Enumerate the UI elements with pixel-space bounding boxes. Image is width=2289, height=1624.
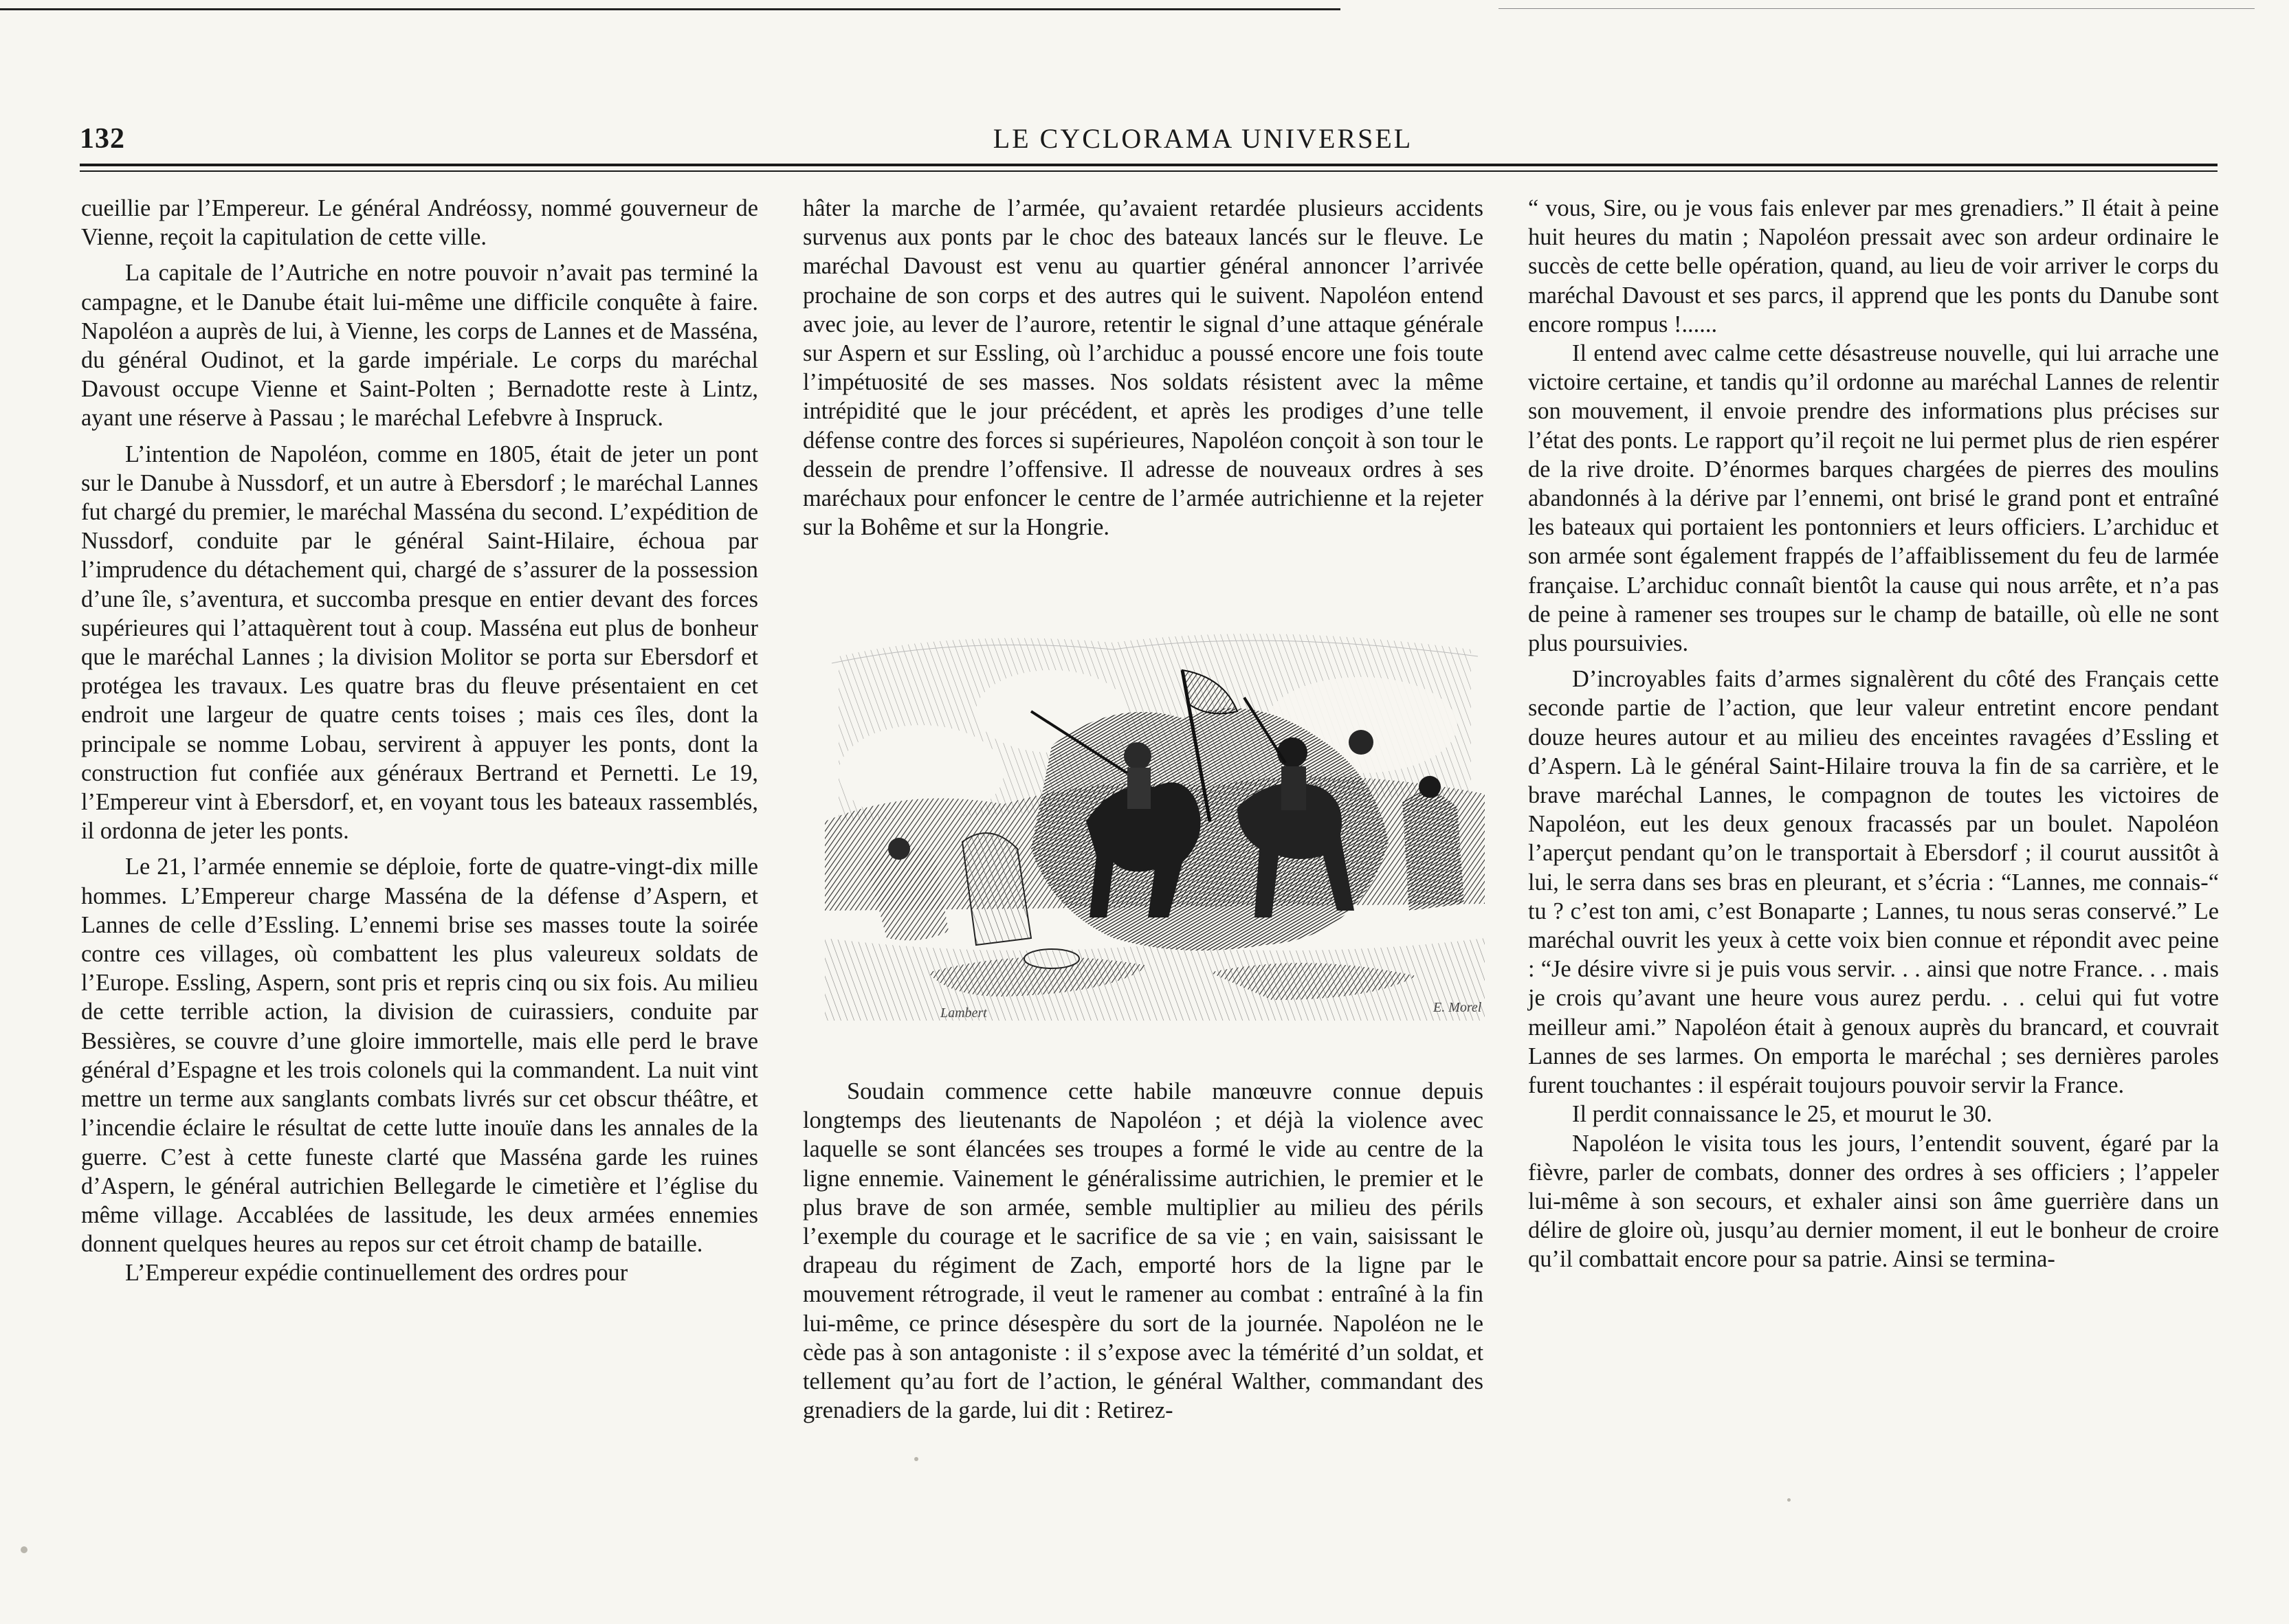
paper-speck [1787, 1498, 1791, 1502]
page-number: 132 [80, 123, 125, 155]
text-column-2-bottom [803, 1077, 1483, 1425]
engraver-signature: Lambert [940, 1005, 987, 1021]
paragraph: L’intention de Napoléon, comme en 1805, était de jeter un pont sur le Danube à Nussdorf, et un autre à Ebersdorf ; le maréchal Lannes fut chargé du premier, le maréchal Masséna du second. L’expédition de Nussdorf, conduite par le général Saint-Hilaire, échoua par l’imprudence du détachement qui, chargé de s’assurer de la possession d’une île, s’aventura, et succomba presque en entier devant des forces supérieures qui l’attaquèrent tout à coup. Masséna eut plus de bonheur que le maréchal Lannes ; la division Molitor se porta sur Ebersdorf et protégea les travaux. Les quatre bras du fleuve présentaient en cet endroit une largeur de quatre cents toises ; mais ces îles, dont la principale se nomme Lobau, servirent à appuyer les ponts, dont la construction fut confiée aux généraux Bertrand et Pernetti. Le 19, l’Empereur vint à Ebersdorf, et, en voyant tous les bateaux rassemblés, il ordonna de jeter les ponts. [81, 441, 758, 845]
paragraph: La capitale de l’Autriche en notre pouvoir n’avait pas terminé la campagne, et le Danube était lui-même une difficile conquête à faire. Napoléon a auprès de lui, à Vienne, les corps de Lannes et de Masséna, du général Oudinot, et la garde impériale. Le corps du maréchal Davoust occupe Vienne et Saint-Polten ; Bernadotte reste à Lintz, ayant une réserve à Passau ; le maréchal Lefebvre à Inspruck. [81, 260, 758, 432]
running-head: LE CYCLORAMA UNIVERSEL [993, 123, 1413, 154]
header-rule-thick [80, 164, 2218, 166]
paper-speck [21, 1546, 27, 1553]
paragraph: hâter la marche de l’armée, qu’avaient retardée plusieurs accidents survenus aux ponts par le choc des bateaux lancés sur le fleuve. Le maréchal Davoust est venu au quartier général annoncer l’arrivée prochaine de son corps et des autres qui le suivent. Napoléon entend avec joie, au lever de l’aurore, retentir le signal d’une attaque générale sur Aspern et sur Essling, où l’archiduc a poussé encore une fois toute l’impétuosité de ses masses. Nos soldats résistent avec la même intrépidité que le jour précédent, et après les prodiges d’une telle défense contre des forces si supérieures, Napoléon conçoit à son tour le dessein de prendre l’offensive. Il adresse de nouveaux ordres à ses maréchaux pour enfoncer le centre de l’armée autrichienne et la rejeter sur la Bohême et sur la Hongrie. [803, 195, 1483, 541]
battle-engraving-image [825, 615, 1485, 1021]
top-border-rule-faint [1499, 8, 2255, 9]
paragraph: cueillie par l’Empereur. Le général Andréossy, nommé gouverneur de Vienne, reçoit la capitulation de cette ville. [81, 195, 758, 251]
paragraph: Il perdit connaissance le 25, et mourut le 30. [1572, 1101, 1993, 1128]
paper-speck [914, 1457, 918, 1461]
paragraph: D’incroyables faits d’armes signalèrent du côté des Français cette seconde partie de l’action, que leur valeur entretint encore pendant douze heures autour et au milieu des enceintes ravagées d’Essling et d’Aspern. Là le général Saint-Hilaire trouva la fin de sa carrière, et le brave maréchal Lannes, le compagnon de toutes les victoires de Napoléon, eut les deux genoux fracassés par un boulet. Napoléon l’aperçut pendant qu’on le transportait à Ebersdorf ; il courut aussitôt à lui, le serra dans ses bras en pleurant, et s’écria : “Lannes, me connais-“ tu ? c’est ton ami, c’est Bonaparte ; Lannes, tu nous seras conservé.” Le maréchal ouvrit les yeux à cette voix bien connue et répondit avec peine : “Je désire vivre si je puis vous servir. . . ainsi que notre France. . . mais je crois qu’avant une heure vous aurez perdu. . . celui qui fut votre meilleur ami.” Napoléon était à genoux auprès du brancard, et couvrait Lannes de ses larmes. On emporta le maréchal ; ses dernières paroles furent touchantes : il espérait toujours pouvoir servir la France. [1528, 666, 2219, 1099]
top-border-rule [0, 8, 1340, 10]
paragraph: Le 21, l’armée ennemie se déploie, forte de quatre-vingt-dix mille hommes. L’Empereur charge Masséna de la défense d’Aspern, et Lannes de celle d’Essling. L’ennemi brise ses masses toute la soirée contre ces villages, où combattent les plus valeureux soldats de l’Europe. Essling, Aspern, sont pris et repris cinq ou six fois. Au milieu de cette terrible action, la division de cuirassiers, conduite par Bessières, se couvre d’une gloire immortelle, mais elle perd le brave général d’Espagne et les trois colonels qui la commandent. La nuit vint mettre un terme aux sanglants combats livrés sur cet obscur théâtre, et l’incendie éclaire le résultat de cette lutte inouïe dans les annales de la guerre. C’est à cette funeste clarté que Masséna garde les ruines d’Aspern, le général autrichien Bellegarde le cimetière et l’église du même village. Accablées de lassitude, les deux armées ennemies donnent quelques heures au repos sur cet étroit champ de bataille. [81, 854, 758, 1258]
text-column-1 [81, 194, 758, 1288]
paragraph: Il entend avec calme cette désastreuse nouvelle, qui lui arrache une victoire certaine, et tandis qu’il ordonne au maréchal Lannes de relentir son mouvement, il envoie prendre des informations plus précises sur l’état des ponts. Le rapport qu’il reçoit ne lui permet plus de rien espérer de la rive droite. D’énormes barques chargées de pierres des moulins abandonnés à la dérive par l’ennemi, ont brisé le grand pont et entraîné les bateaux qui portaient les pontonniers et leurs officiers. L’archiduc et son armée sont également frappés de l’affaiblissement du feu de larmée française. L’archiduc connaît bientôt la cause qui nous arrête, et n’a pas de peine à ramener ses troupes sur le champ de bataille, où elle ne sont plus poursuivies. [1528, 340, 2219, 657]
paragraph: Napoléon le visita tous les jours, l’entendit souvent, égaré par la fièvre, parler de combats, donner des ordres à ses officiers ; l’appeler lui-même à son secours, et exhaler ainsi son âme guerrière dans un délire de gloire où, jusqu’au dernier moment, il eut le bonheur de croire qu’il combattait encore pour sa patrie. Ainsi se termina- [1528, 1130, 2219, 1273]
battle-engraving [825, 615, 1485, 1021]
text-column-3 [1528, 194, 2219, 1274]
text-column-2-top [803, 194, 1483, 542]
artist-signature: E. Morel [1433, 1000, 1482, 1015]
paragraph: Soudain commence cette habile manœuvre connue depuis longtemps des lieutenants de Napoléon ; et déjà la violence avec laquelle se sont élancées ses troupes a formé le vide au centre de la ligne ennemie. Vainement le généralissime autrichien, le premier et le plus brave de son armée, semble multiplier au milieu des périls l’exemple du courage et le sacrifice de sa vie ; en vain, saisissant le drapeau du régiment de Zach, emporté hors de la ligne par le mouvement rétrograde, il veut le ramener au combat : entraîné à la fin lui-même, ce prince désespère du sort de la journée. Napoléon ne le cède pas à son antagoniste : il s’expose avec la témérité d’un soldat, et tellement qu’au fort de l’action, le général Walther, commandant des grenadiers de la garde, lui dit : Retirez- [803, 1078, 1483, 1424]
header-rule-thin [80, 170, 2218, 172]
paragraph: “ vous, Sire, ou je vous fais enlever par mes grenadiers.” Il était à peine huit heures du matin ; Napoléon pressait avec son ardeur ordinaire le succès de cette belle opération, quand, au lieu de voir arriver le corps du maréchal Davoust et ses parcs, il apprend que les ponts du Danube sont encore rompus !...... [1528, 195, 2219, 337]
paragraph: L’Empereur expédie continuellement des ordres pour [125, 1260, 628, 1287]
